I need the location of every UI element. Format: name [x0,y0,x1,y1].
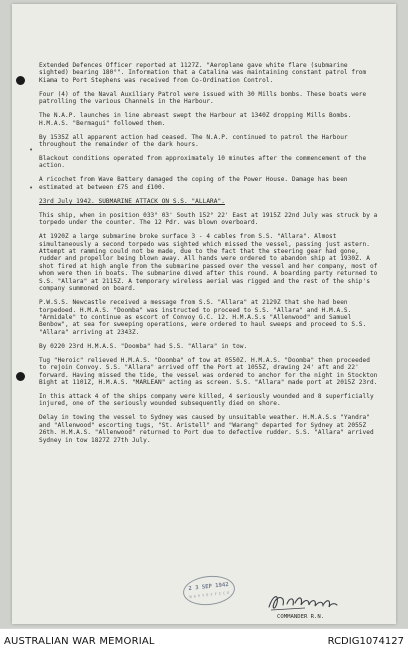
paragraph-doomba-tow: By 0220 23rd H.M.A.S. "Doomba" had S.S. "Allara" in tow. [39,342,248,350]
punch-hole [16,372,25,381]
paragraph-tow-to-sydney: Delay in towing the vessel to Sydney was caused by unsuitable weather. H.M.A.S.s "Yandra" and "Allenwood" escorting tugs, "St. Aristell" and "Warang" departed for Sydney at 2055Z 26th. H.M.A.S. "Allenwood" returned to Port due to defective rudder. S.S. "Allara" arrived Sydney in tow 1827Z 27th July. [39,414,374,444]
paragraph-nap-sweep: The N.A.P. launches in line abreast swept the Harbour at 1340Z dropping Mills Bombs. H.M.A.S. "Bermagui" followed them. [39,112,352,127]
footer-record-id: RCDIG1074127 [327,636,404,647]
paragraph-submarine-surfaced: At 1920Z a large submarine broke surface 3 - 4 cables from S.S. "Allara". Almost simultaneously a second torpedo was sighted which missed the vessel, passing just astern. Attempt at ramming could not be made, due to the fact that the steering gear had gone, rudder and propellor being blown away. All hands were ordered to abandon ship at 1930Z. A shot fired at high angle from the submarine passed over the vessel and her company, most of whom were then in boats. The submarine dived after this round. A boarding party returned to S.S. "Allara" at 2115Z. A temporary wireless aerial was rigged and the rest of the ship's company summoned on board. [39,233,378,293]
paragraph-mills-bombs-issued: Four (4) of the Naval Auxiliary Patrol were issued with 30 Mills bombs. These boats were patrolling the various Channels in the Harbour. [39,90,367,106]
footer-institution: AUSTRALIAN WAR MEMORIAL [4,636,155,647]
margin-tick-mark: • [29,146,34,154]
paragraph-message-received: P.W.S.S. Newcastle received a message from S.S. "Allara" at 2129Z that she had been torpedoed. H.M.A.S. "Doomba" was instructed to proceed to S.S. "Allara" and H.M.A.S. "Armidale" to continue as escort of Convoy G.C. 12. H.M.A.S.s "Allenwood" and Samuel Benbow", at sea for sweeping operations, were ordered to haul sweeps and proceed to S.S. "Allara" arriving at 2343Z. [39,299,367,336]
paragraph-ricochet-damage: A ricochet from Wave Battery damaged the coping of the Power House. Damage has been estimated at between £75 and £100. [39,176,348,191]
paragraph-heroic-relief: Tug "Heroic" relieved H.M.A.S. "Doomba" of tow at 0550Z. H.M.A.S. "Doomba" then proceeded to rejoin Convoy. S.S. "Allara" arrived off the Port at 1055Z, drawing 24' aft and 22' forward. Having missed the tide, the vessel was ordered to anchor for the night in Stockton Bight at 1101Z, H.M.A.S. "MARLEAN" acting as screen. S.S. "Allara" made port at 2015Z 23rd. [39,356,378,386]
stamp-office: N A V Y O F F I C E [189,590,230,600]
document-page [12,4,396,624]
stamp-date: 2 3 SEP 1942 [188,581,230,593]
paragraph-blackout: Blackout conditions operated from approximately 10 minutes after the commencement of the action. [39,155,367,170]
paragraph-torpedo-strike: This ship, when in position 033° 03' South 152° 22' East at 1915Z 22nd July was struck by a torpedo under the counter. The 12 Pdr. was blown overboard. [39,211,378,227]
handwritten-signature [265,589,340,615]
paragraph-action-ceased: By 1535Z all apparent action had ceased. The N.A.P. continued to patrol the Harbour throughout the remainder of the dark hours. [39,133,348,149]
section-heading-allara: 23rd July 1942. SUBMARINE ATTACK ON S.S. "ALLARA". [39,197,225,205]
margin-tick-mark: • [29,184,34,192]
paragraph-aeroplane-flare: Extended Defences Officer reported at 1127Z. "Aeroplane gave white flare (submarine sighted) bearing 180°". Information that a Catalina was maintaining constant patrol from Kiama to Port Stephens was received from Co-Ordination Control. [39,62,367,84]
document-body [39,62,379,451]
paragraph-casualties: In this attack 4 of the ships company were killed, 4 seriously wounded and 8 superficially injured, one of the seriously wounded subsequently died on shore. [39,392,374,408]
archive-footer [0,628,408,654]
signatory-title: COMMANDER R.N. [277,614,325,620]
punch-hole [16,76,25,85]
